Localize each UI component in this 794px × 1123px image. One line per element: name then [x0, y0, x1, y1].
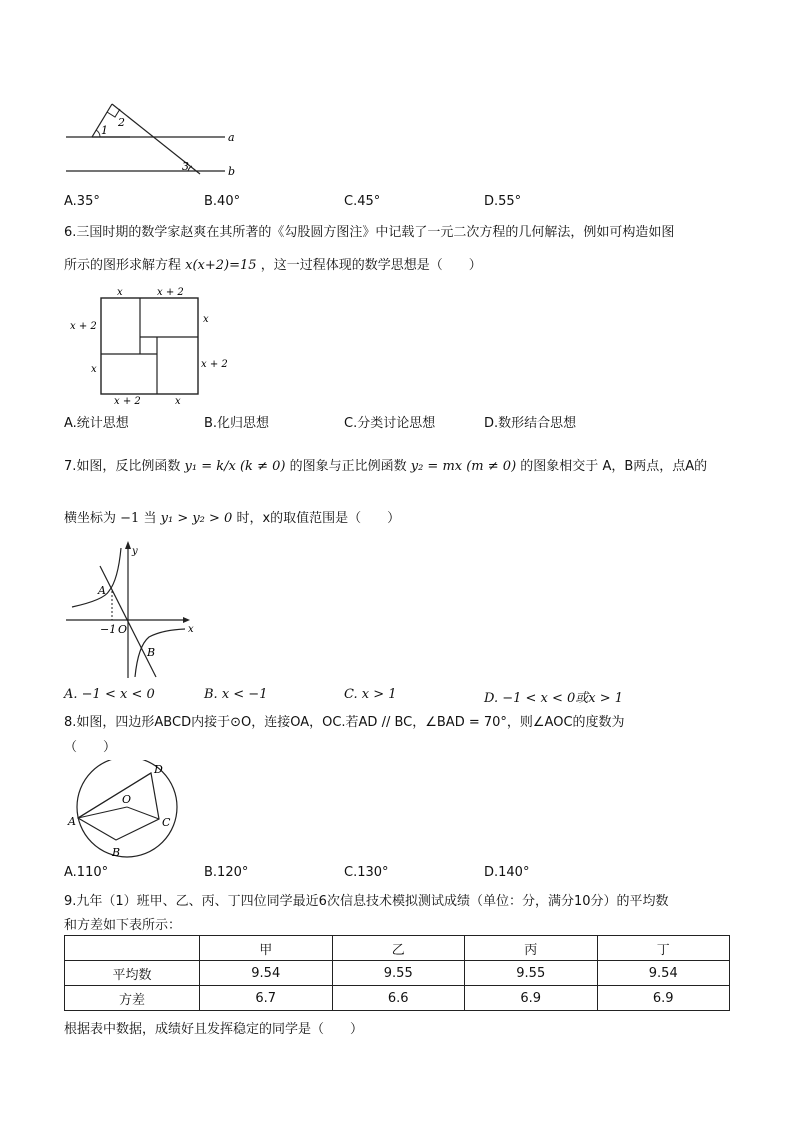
q9-stem-line2: 和方差如下表所示： [64, 918, 182, 933]
q7-stem-line1 [64, 455, 707, 474]
q5-option-c[interactable]: C.45° [344, 194, 381, 209]
q8-option-b[interactable]: B.120° [204, 865, 249, 880]
hyperbola-branch-2 [72, 548, 121, 607]
table-cell: 9.55 [465, 961, 598, 986]
q7-stem-post: 的图象相交于 [520, 459, 599, 474]
q7-stem-tail: A，B两点，点A的 [602, 459, 708, 474]
q6-option-a[interactable]: A.统计思想 [64, 416, 129, 431]
q7-stem-line2 [64, 507, 400, 526]
label-B: B [147, 646, 156, 659]
label-D: D [154, 763, 163, 776]
q6-figure [64, 284, 244, 406]
q8-option-d[interactable]: D.140° [484, 865, 530, 880]
label-B: B [112, 846, 121, 859]
q7-condition: y₁ > y₂ > 0 [160, 511, 233, 526]
q6-equation: x(x+2)=15 [185, 258, 257, 273]
label-C: C [162, 816, 171, 829]
label-top-xp2: x + 2 [157, 287, 184, 298]
label-O: O [118, 623, 128, 636]
table-header-ding: 丁 [597, 936, 730, 961]
table-row [65, 961, 730, 986]
q5-option-d[interactable]: D.55° [484, 194, 522, 209]
angle-2-label: 2 [118, 116, 125, 129]
table-cell: 6.9 [597, 986, 730, 1011]
q7-neg-one: −1 [120, 511, 140, 526]
table-header-jia: 甲 [200, 936, 333, 961]
quadrilateral-abcd [78, 773, 159, 840]
q6-stem-post: ，这一过程体现的数学思想是（ ） [260, 258, 482, 273]
q7-line2-post: 时，x的取值范围是（ ） [236, 511, 401, 526]
segment-oa [78, 807, 127, 818]
label-left-x: x [91, 364, 97, 375]
q7-option-a[interactable]: A. −1 < x < 0 [64, 687, 155, 702]
angle-1-arc [96, 130, 100, 137]
table-row [65, 986, 730, 1011]
q7-line2-pre: 横坐标为 [64, 511, 117, 526]
line-a-label: a [228, 131, 235, 144]
angle-3-label: 3 [182, 160, 189, 173]
q7-option-d[interactable]: D. −1 < x < 0或x > 1 [484, 691, 624, 706]
center-square [140, 337, 157, 354]
label-bottom-xp2: x + 2 [114, 396, 141, 406]
label-A: A [68, 815, 76, 828]
q7-stem-pre: 7.如图，反比例函数 [64, 459, 181, 474]
table-header-row [65, 936, 730, 961]
table-cell: 6.6 [332, 986, 465, 1011]
q7-figure [62, 536, 202, 681]
q6-option-c[interactable]: C.分类讨论思想 [344, 416, 436, 431]
label-neg1: −1 [100, 623, 117, 636]
hyperbola-branch-4 [135, 629, 185, 677]
label-left-xp2: x + 2 [70, 321, 97, 332]
q5-option-a[interactable]: A.35° [64, 194, 100, 209]
q9-stem-after: 根据表中数据，成绩好且发挥稳定的同学是（ ） [64, 1022, 364, 1037]
q6-option-d[interactable]: D.数形结合思想 [484, 416, 577, 431]
q7-line2-mid: 当 [143, 511, 157, 526]
q7-option-c[interactable]: C. x > 1 [344, 687, 397, 702]
table-row-label-variance: 方差 [65, 986, 200, 1011]
table-header-corner [65, 936, 200, 961]
x-axis-arrow [183, 617, 190, 623]
q7-y2-definition: y₂ = mx (m ≠ 0) [410, 459, 517, 474]
table-cell: 9.54 [597, 961, 730, 986]
q8-option-c[interactable]: C.130° [344, 865, 389, 880]
label-right-xp2: x + 2 [201, 359, 228, 370]
label-y: y [132, 546, 138, 557]
q9-stem-line1: 9.九年（1）班甲、乙、丙、丁四位同学最近6次信息技术模拟测试成绩（单位：分，满分10分）的平均数 [64, 894, 669, 909]
table-cell: 6.7 [200, 986, 333, 1011]
q7-stem-mid: 的图象与正比例函数 [289, 459, 407, 474]
q8-stem-line2: （ ） [64, 740, 117, 755]
segment-ad [78, 773, 151, 818]
q8-stem-line1: 8.如图，四边形ABCD内接于⊙O，连接OA，OC.若AD // BC，∠BAD = 70°，则∠AOC的度数为 [64, 715, 625, 730]
q5-option-b[interactable]: B.40° [204, 194, 241, 209]
table-cell: 9.55 [332, 961, 465, 986]
q8-option-a[interactable]: A.110° [64, 865, 109, 880]
label-bottom-x: x [175, 396, 181, 406]
y-axis-arrow [125, 541, 131, 549]
table-row-label-mean: 平均数 [65, 961, 200, 986]
q8-figure [64, 760, 194, 860]
label-A: A [98, 584, 106, 597]
outer-square [101, 298, 198, 394]
line-b-label: b [228, 165, 236, 178]
label-x: x [188, 624, 194, 635]
table-cell: 9.54 [200, 961, 333, 986]
angle-1-label: 1 [101, 124, 108, 137]
q7-y1-definition: y₁ = k/x (k ≠ 0) [184, 459, 286, 474]
label-right-x: x [203, 314, 209, 325]
q6-option-b[interactable]: B.化归思想 [204, 416, 270, 431]
table-header-yi: 乙 [332, 936, 465, 961]
scores-table [64, 935, 730, 1011]
table-cell: 6.9 [465, 986, 598, 1011]
label-top-x: x [117, 287, 123, 298]
label-O: O [122, 793, 132, 806]
table-header-bing: 丙 [465, 936, 598, 961]
q6-stem-pre: 所示的图形求解方程 [64, 258, 182, 273]
q6-stem-line2 [64, 254, 482, 273]
segment-oc [127, 807, 159, 819]
q7-option-b[interactable]: B. x < −1 [204, 687, 268, 702]
q5-figure [60, 98, 250, 180]
q6-stem-line1: 6.三国时期的数学家赵爽在其所著的《勾股圆方图注》中记载了一元二次方程的几何解法，例如可构造如图 [64, 225, 675, 240]
